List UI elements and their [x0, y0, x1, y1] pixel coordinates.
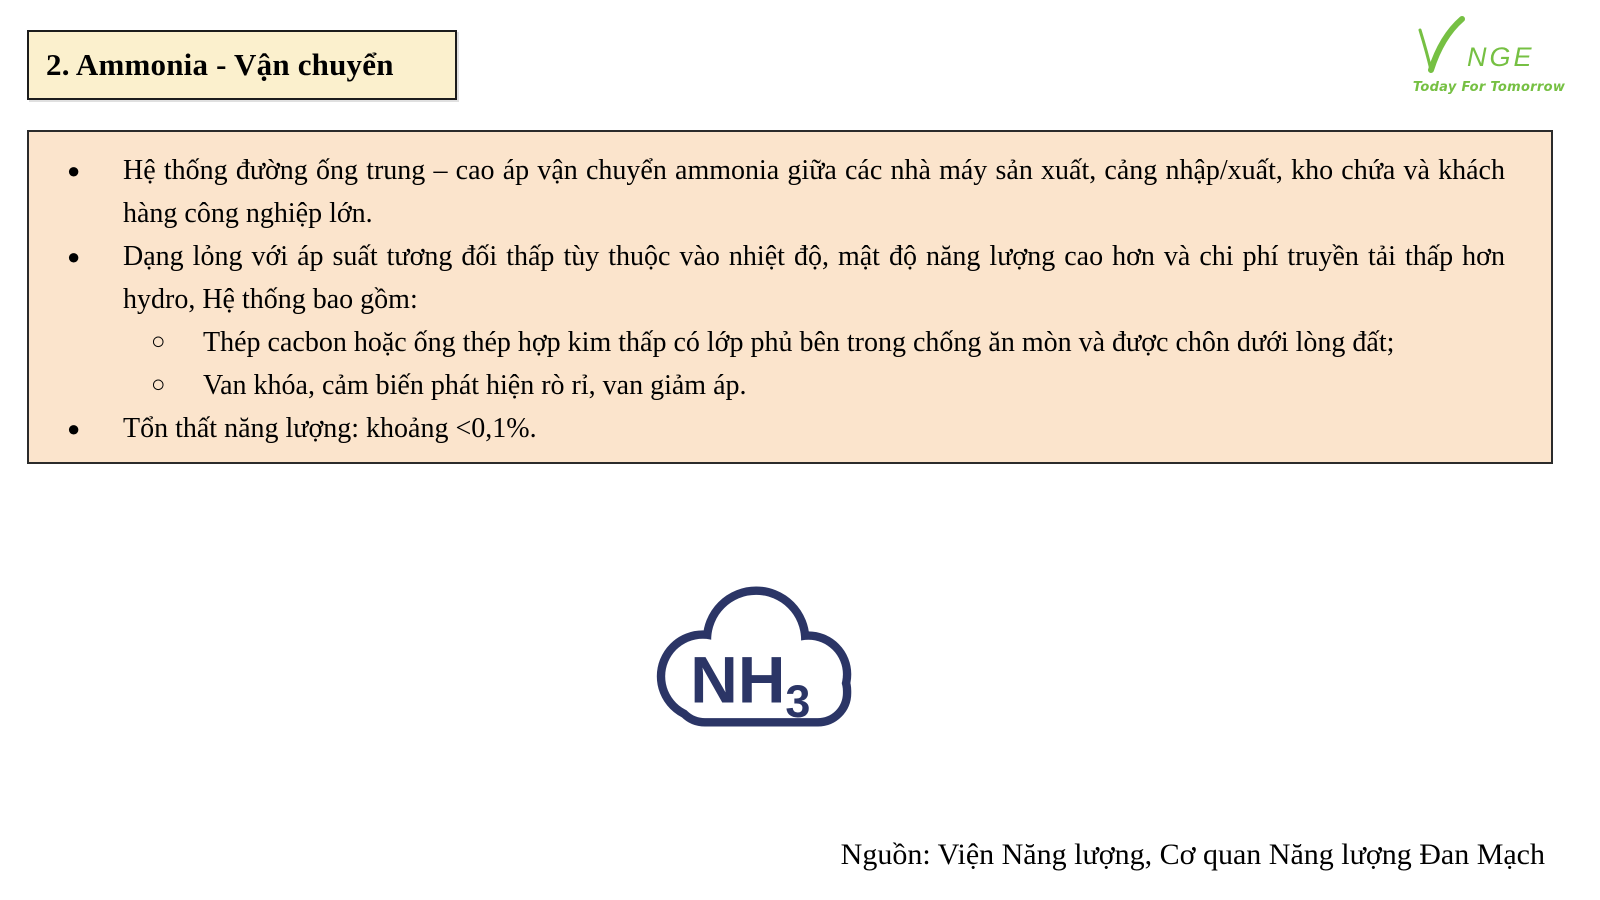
logo-brand-text: NGE [1467, 42, 1535, 72]
content-panel [27, 130, 1553, 464]
vnge-logo [1404, 16, 1574, 95]
circle-bullet-icon: ○ [151, 372, 166, 398]
bullet-item [67, 235, 1505, 321]
bullet-item [67, 407, 1505, 450]
bullet-item [67, 149, 1505, 235]
nh3-cloud-icon [638, 578, 868, 735]
logo-tagline: Today For Tomorrow [1412, 80, 1566, 95]
bullet-text: Tổn thất năng lượng: khoảng <0,1%. [123, 413, 537, 444]
source-citation: Nguồn: Viện Năng lượng, Cơ quan Năng lượng Đan Mạch [840, 838, 1545, 871]
sub-bullet-item [151, 364, 1505, 407]
bullet-text: Thép cacbon hoặc ống thép hợp kim thấp có lớp phủ bên trong chống ăn mòn và được chôn dưới lòng đất; [203, 327, 1395, 358]
bullet-icon: ● [67, 416, 81, 441]
bullet-icon: ● [67, 158, 81, 183]
slide-title [27, 30, 457, 100]
nh3-formula: $NH_3$ [690, 642, 811, 728]
bullet-icon: ● [67, 244, 81, 269]
sub-bullet-item [151, 321, 1505, 364]
bullet-text: Van khóa, cảm biến phát hiện rò rỉ, van giảm áp. [203, 370, 747, 401]
bullet-text: Dạng lỏng với áp suất tương đối thấp tùy thuộc vào nhiệt độ, mật độ năng lượng cao hơn và chi phí truyền tải thấp hơn hydro, Hệ thống bao gồm: [123, 241, 1505, 315]
slide-title-text: 2. Ammonia - Vận chuyển [46, 47, 394, 82]
cloud-icon [638, 578, 868, 735]
circle-bullet-icon: ○ [151, 329, 166, 355]
bullet-text: Hệ thống đường ống trung – cao áp vận chuyển ammonia giữa các nhà máy sản xuất, cảng nhập/xuất, kho chứa và khách hàng công nghiệp lớn. [123, 155, 1505, 229]
vnge-logo-icon [1414, 16, 1564, 78]
